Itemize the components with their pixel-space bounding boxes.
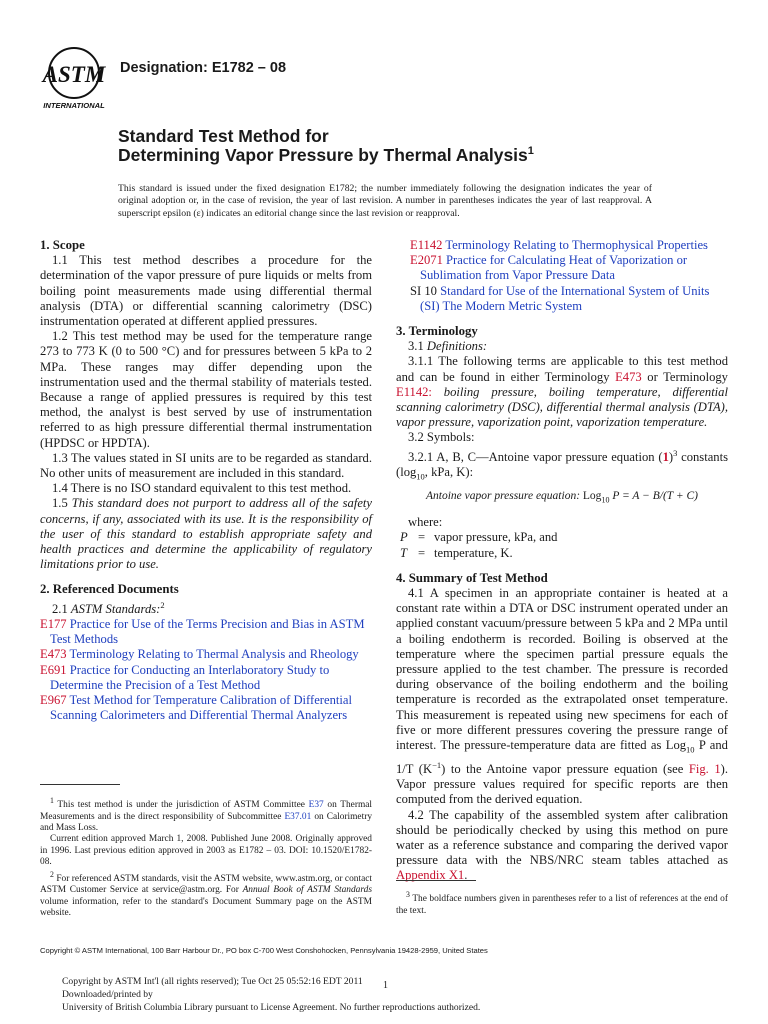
footnote-1: $^1$ This test method is under the jurisdiction of ASTM Committee E37 on Thermal Measurements and is the direct responsibility of Subcommittee E37.01 on Calorimetry and Mass Loss. bbox=[40, 796, 373, 833]
terminology-3-1: 3.1 Definitions: bbox=[408, 339, 488, 354]
link-e37[interactable]: E37 bbox=[308, 800, 324, 811]
terminology-3-1-1: 3.1.1 The following terms are applicable to this test method and can be found in either Terminology E473 or Terminology E1142: boiling pressure, boiling temperature, differential scanning calorimetry (DSC), differential thermal analysis (DTA), vapor pressure, vaporization point, vaporization temperature. bbox=[396, 354, 728, 430]
copyright-line: Copyright © ASTM International, 100 Barr Harbour Dr., PO box C-700 West Conshohocken, Pennsylvania 19428-2959, United States bbox=[40, 946, 488, 955]
terminology-3-2: 3.2 Symbols: bbox=[408, 430, 475, 445]
terminology-3-2-1: 3.2.1 A, B, C—Antoine vapor pressure equation $(1)^3$ constants ($\log_{10}$, kPa, K): bbox=[396, 447, 728, 482]
scope-1-4: 1.4 There is no ISO standard equivalent to this test method. bbox=[52, 481, 352, 496]
ref-e1142[interactable]: E1142 Terminology Relating to Thermophysical Properties bbox=[410, 238, 708, 252]
svg-text:ASTM: ASTM bbox=[42, 62, 106, 87]
section-scope-heading: 1. Scope bbox=[40, 238, 85, 252]
summary-4-2: 4.2 The capability of the assembled system after calibration should be periodically checked by using this method on pure water as a reference substance and comparing the derived vapor pressure data with the NBS/NRC steam tables attached as Appendix X1. bbox=[396, 807, 728, 883]
footnotes-left bbox=[40, 795, 372, 919]
page-title: Determining Vapor Pressure by Thermal Analysis bbox=[118, 145, 528, 165]
where-label: where: bbox=[408, 515, 443, 530]
svg-text:INTERNATIONAL: INTERNATIONAL bbox=[43, 101, 105, 110]
where-t: T = temperature, K. bbox=[400, 545, 513, 560]
scope-1-5: 1.5 This standard does not purport to address all of the safety concerns, if any, associated with its use. It is the responsibility of the user of this standard to establish appropriate safety and health practices and determine the applicability of regulatory limitations prior to use. bbox=[40, 496, 372, 572]
antoine-equation: Antoine vapor pressure equation: Log$_{10}$ P = A − B/(T + C) bbox=[425, 489, 699, 505]
download-line-2: Downloaded/printed by bbox=[62, 989, 153, 1000]
astm-logo-icon bbox=[36, 46, 112, 112]
summary-4-1: 4.1 A specimen in an appropriate container is heated at a constant rate within a DTA or DSC instrument operated under an applied constant vacuum/pressure between 5 kPa and 2 MPa until a boiling endotherm is recorded. Boiling is observed at the temperature where the specimen partial pressure equals the pressure applied to the test chamber. The pressure is recorded during observance of the boiling endotherm and the boiling temperature is recorded as the extrapolated onset temperature. This measurement is repeated using new specimens for each of five or more different pressures covering the pressure range of interest. The pressure-temperature data are fitted as Log$_{10}$ P and 1/T $(K^{-1})$ to the Antoine vapor pressure equation (see Fig. 1). Vapor pressure values required for specific reports are then computed from the derived equation. bbox=[396, 586, 728, 807]
link-appendix-x1[interactable]: Appendix X1 bbox=[396, 868, 465, 883]
scope-1-2: 1.2 This test method may be used for the temperature range 273 to 773 K (0 to 500 °C) and for pressures between 5 kPa to 2 MPa. These ranges may differ depending upon the instrumentation used and the thermal stability of materials tested. Because a range of applied pressures is required by this test method, the analyst is best served by use of instrumentation referred to as high pressure differential thermal instrumentation (HPDSC or HPDTA). bbox=[40, 329, 372, 450]
page-number: 1 bbox=[383, 980, 388, 991]
astm-logo bbox=[36, 46, 112, 112]
footnote-rule bbox=[40, 784, 120, 785]
left-column bbox=[40, 238, 372, 723]
ref-e177[interactable]: E177 Practice for Use of the Terms Precision and Bias in ASTM Test Methods bbox=[40, 617, 365, 647]
link-ref-1[interactable]: 1 bbox=[662, 449, 669, 464]
footnote-1-edition: Current edition approved March 1, 2008. Published June 2008. Originally approved in 1996. Last previous edition approved in 2003 as E1782 – 03. DOI: 10.1520/E1782-08. bbox=[40, 834, 372, 868]
intro-note: This standard is issued under the fixed designation E1782; the number immediately following the designation indicates the year of original adoption or, in the case of revision, the year of last revision. A number in parentheses indicates the year of last reapproval. A superscript epsilon (ε) indicates an editorial change since the last revision or reapproval. bbox=[118, 183, 652, 219]
link-e473[interactable]: E473 bbox=[615, 369, 642, 384]
scope-1-1: 1.1 This test method describes a procedure for the determination of the vapor pressure of pure liquids or melts from boiling point measurements made using differential thermal analysis (DTA) or differential scanning calorimetry (DSC) instrumentation operated at different applied pressures. bbox=[40, 253, 372, 329]
designation: Designation: E1782 – 08 bbox=[120, 60, 287, 76]
section-terminology-heading: 3. Terminology bbox=[396, 324, 478, 339]
link-e1142[interactable]: E1142: bbox=[396, 384, 432, 399]
title-line2: Determining Vapor Pressure by Thermal Analysis$^1$ bbox=[118, 145, 534, 165]
link-fig-1[interactable]: Fig. 1 bbox=[688, 762, 721, 776]
scope-1-3: 1.3 The values stated in SI units are to be regarded as standard. No other units of measurement are included in this standard. bbox=[40, 450, 372, 481]
section-referenced-heading: 2. Referenced Documents bbox=[40, 582, 179, 597]
ref-e967[interactable]: E967 Test Method for Temperature Calibration of Differential Scanning Calorimeters and Differential Thermal Analyzers bbox=[40, 693, 352, 723]
where-p: P = vapor pressure, kPa, and bbox=[400, 530, 558, 545]
link-e37-01[interactable]: E37.01 bbox=[284, 811, 312, 822]
footnote-3: $^3$ The boldface numbers given in parentheses refer to a list of references at the end of the text. bbox=[396, 890, 728, 916]
right-column bbox=[396, 238, 728, 884]
ref-e691[interactable]: E691 Practice for Conducting an Interlaboratory Study to Determine the Precision of a Test Method bbox=[40, 662, 330, 692]
footnote-2: $^2$ For referenced ASTM standards, visit the ASTM website, www.astm.org, or contact ASTM Customer Service at service@astm.org. For Annual Book of ASTM Standards volume information, refer to the standard's Document Summary page on the ASTM website. bbox=[40, 869, 372, 918]
download-line-1: Copyright by ASTM Int'l (all rights reserved); Tue Oct 25 05:52:16 EDT 2011 bbox=[62, 976, 363, 987]
ref-e2071[interactable]: E2071 Practice for Calculating Heat of Vaporization or Sublimation from Vapor Pressure Data bbox=[410, 253, 688, 283]
referenced-2-1: 2.1 ASTM Standards:$^2$ bbox=[52, 599, 165, 616]
section-summary-heading: 4. Summary of Test Method bbox=[396, 570, 548, 585]
title-line1: Standard Test Method for bbox=[118, 126, 329, 146]
ref-e473[interactable]: E473 Terminology Relating to Thermal Analysis and Rheology bbox=[40, 647, 359, 662]
download-line-3: University of British Columbia Library pursuant to License Agreement. No further reproductions authorized. bbox=[62, 1002, 481, 1013]
footnote-rule-right bbox=[396, 880, 476, 881]
ref-si10[interactable]: SI 10 Standard for Use of the International System of Units (SI) The Modern Metric System bbox=[410, 283, 710, 313]
